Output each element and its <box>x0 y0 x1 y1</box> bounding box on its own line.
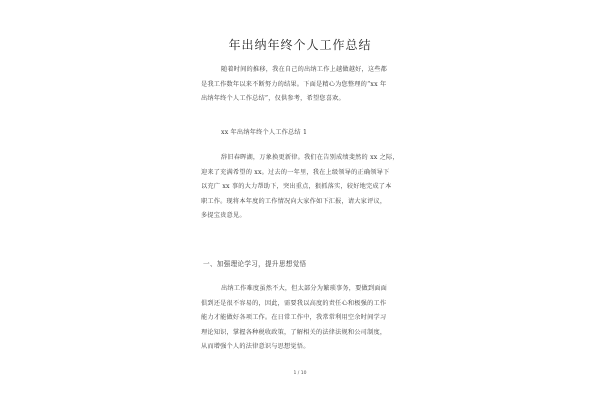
body-line: 迎来了充满希望的 xx。过去的一年里，我在上级领导的正确领导下 <box>201 168 390 176</box>
body-paragraph-2 <box>201 282 405 355</box>
document-title: 年出纳年终个人工作总结 <box>228 38 372 52</box>
body-line: 多提宝贵意见。 <box>201 212 246 219</box>
body-line: 从而增强个人的法律意识与思想觉悟。 <box>201 343 310 350</box>
page-number: 1 / 10 <box>293 371 307 376</box>
body-paragraph-1 <box>201 151 405 224</box>
body-line: 以充广 xx 事的大力帮助下，突出重点，狠抓落实，较好地完成了本 <box>201 183 392 190</box>
body-line: 能力才能做好各项工作。在日常工作中，我常常利用空余时间学习 <box>201 314 387 321</box>
intro-paragraph <box>201 63 405 107</box>
section-heading: 一、加强理论学习，提升思想觉悟 <box>203 260 307 268</box>
section-subtitle: xx 年出纳年终个人工作总结 1 <box>221 129 308 136</box>
intro-line: 随着时间的推移，我在自己的出纳工作上越做越好，这些都 <box>221 66 388 73</box>
body-line: 出纳工作难度虽然不大，但太部分为繁琐事务，要做到面面 <box>221 285 388 292</box>
intro-line: 出纳年终个人工作总结”，仅供参考，希望您喜欢。 <box>201 95 345 102</box>
body-line: 俱到还是很不容易的，因此，需要我以高度的责任心和极强的工作 <box>201 299 387 307</box>
body-line: 辞旧春晖湖，万象换更新律。我们在告别成绩斐然的 xx 之际， <box>221 154 399 161</box>
body-line: 理论知识，掌握各种税收政策，了解相关的法律法规和公司制度， <box>201 328 387 336</box>
intro-line: 是我工作数年以来不断努力的结果。下面是精心为您整理的“xx 年 <box>201 80 387 88</box>
body-line: 职工作。现将本年度的工作情况向大家作如下汇报，请大家评议， <box>201 197 387 205</box>
